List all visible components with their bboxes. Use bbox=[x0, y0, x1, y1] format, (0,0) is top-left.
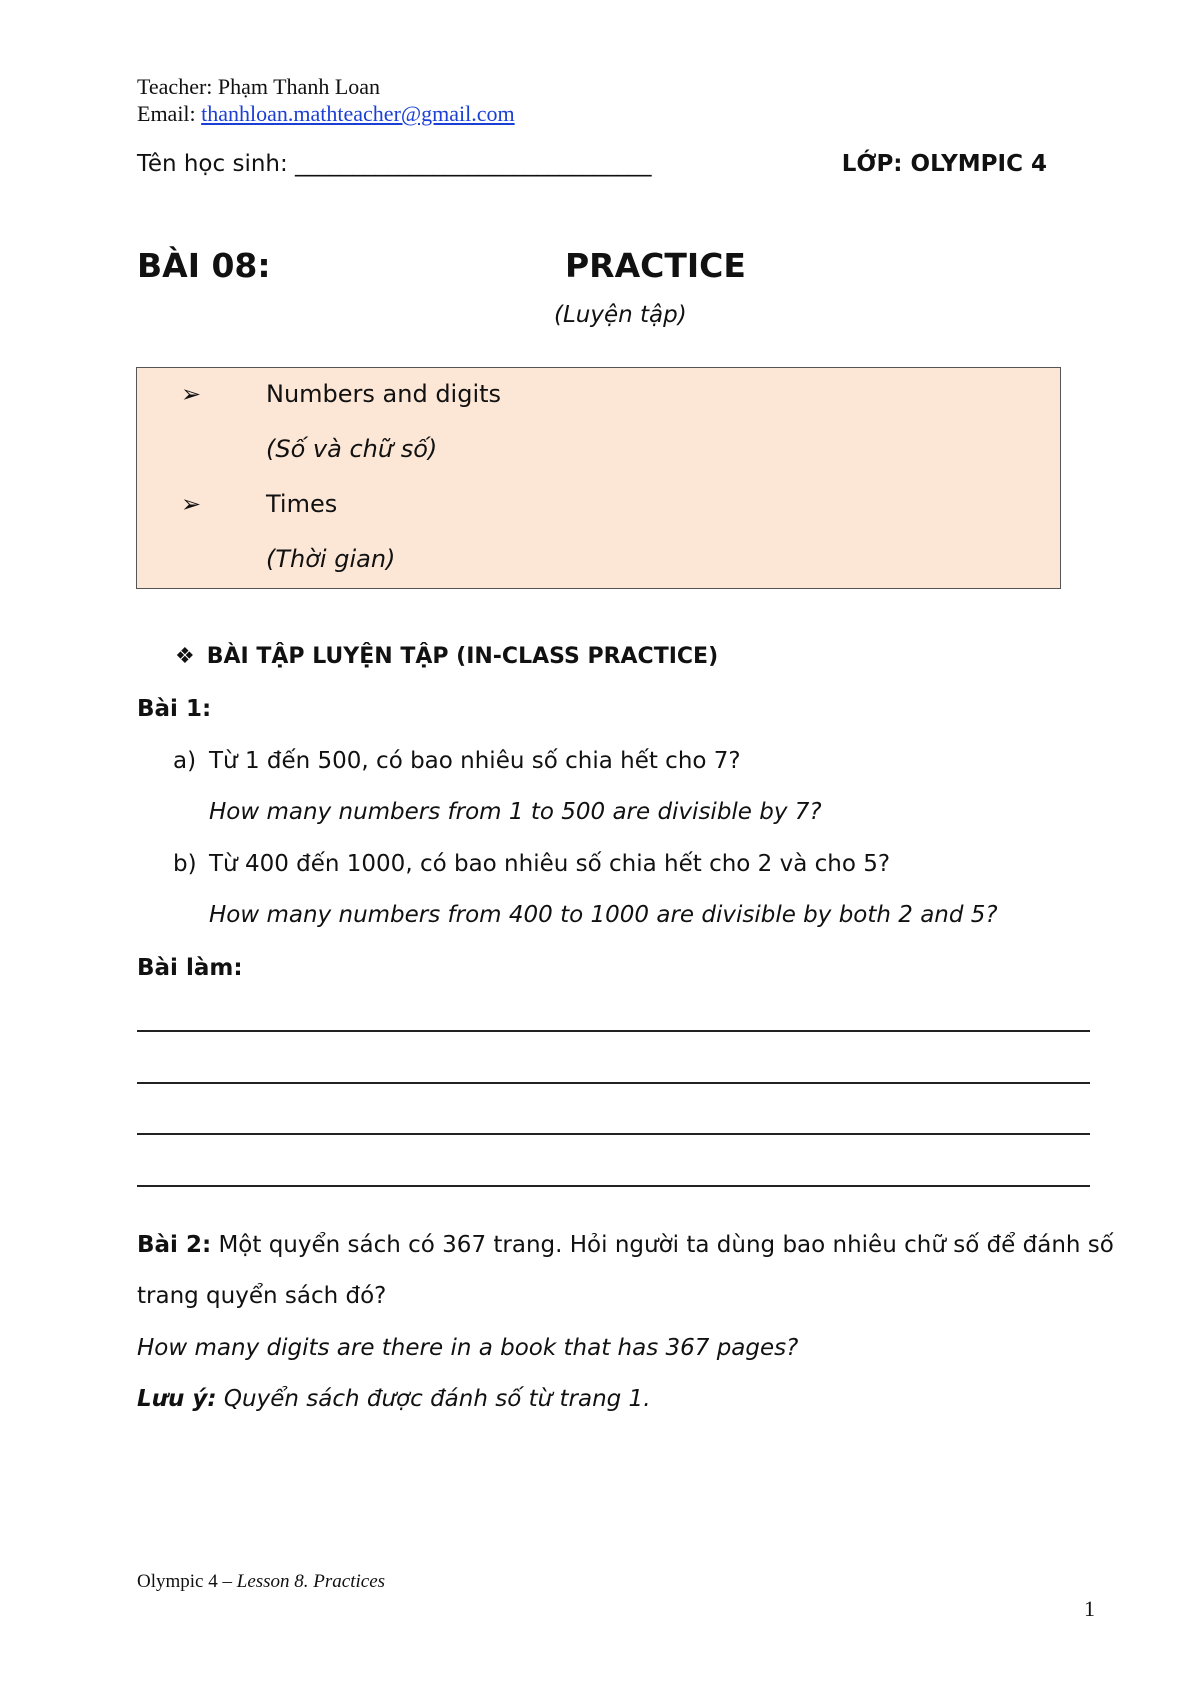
answer-line[interactable] bbox=[137, 1185, 1090, 1187]
topics-box bbox=[136, 367, 1061, 589]
arrow-bullet-icon: ➢ bbox=[181, 490, 202, 518]
topic-numbers-digits-vi: (Số và chữ số) bbox=[266, 435, 438, 463]
email-label: Email: bbox=[137, 101, 202, 126]
exercise-2-text: Một quyển sách có 367 trang. Hỏi người ta dùng bao nhiêu chữ số để đánh số bbox=[211, 1232, 1114, 1258]
work-label: Bài làm: bbox=[137, 955, 243, 981]
section-heading-text: BÀI TẬP LUYỆN TẬP (IN-CLASS PRACTICE) bbox=[206, 644, 719, 669]
question-a-en: How many numbers from 1 to 500 are divisible by 7? bbox=[209, 799, 822, 825]
question-a-vi: Từ 1 đến 500, có bao nhiêu số chia hết cho 7? bbox=[209, 748, 741, 774]
page-number: 1 bbox=[1084, 1596, 1095, 1621]
exercise-1-label: Bài 1: bbox=[137, 696, 212, 722]
answer-line[interactable] bbox=[137, 1030, 1090, 1032]
exercise-2-note bbox=[137, 1386, 651, 1412]
email-row bbox=[137, 101, 515, 127]
lesson-number: BÀI 08: bbox=[137, 246, 271, 285]
question-a bbox=[173, 748, 741, 774]
footer-lesson: Lesson 8. Practices bbox=[236, 1571, 386, 1592]
question-a-letter: a) bbox=[173, 748, 197, 774]
lesson-title: PRACTICE bbox=[565, 246, 746, 285]
topic-times-vi: (Thời gian) bbox=[266, 545, 396, 573]
exercise-2-text-cont: trang quyển sách đó? bbox=[137, 1283, 387, 1309]
exercise-2-label: Bài 2: bbox=[137, 1232, 212, 1258]
topic-numbers-digits: Numbers and digits bbox=[266, 380, 502, 408]
student-name-field bbox=[137, 151, 652, 177]
arrow-bullet-icon: ➢ bbox=[181, 380, 202, 408]
question-b-letter: b) bbox=[173, 851, 197, 877]
note-text: Quyển sách được đánh số từ trang 1. bbox=[216, 1386, 651, 1412]
class-label: LỚP: OLYMPIC 4 bbox=[841, 151, 1047, 177]
question-b-en: How many numbers from 400 to 1000 are divisible by both 2 and 5? bbox=[209, 902, 998, 928]
email-link[interactable]: thanhloan.mathteacher@gmail.com bbox=[201, 101, 515, 126]
exercise-2-en: How many digits are there in a book that has 367 pages? bbox=[137, 1335, 799, 1361]
question-b bbox=[173, 851, 890, 877]
section-heading bbox=[175, 644, 718, 669]
note-label: Lưu ý: bbox=[137, 1386, 217, 1412]
lesson-subtitle: (Luyện tập) bbox=[554, 302, 687, 328]
diamond-bullet-icon: ❖ bbox=[175, 644, 195, 669]
answer-line[interactable] bbox=[137, 1082, 1090, 1084]
footer-course: Olympic 4 – bbox=[137, 1571, 237, 1592]
student-name-blank: _______________________________ bbox=[295, 151, 652, 177]
answer-line[interactable] bbox=[137, 1133, 1090, 1135]
topic-times: Times bbox=[266, 490, 338, 518]
student-name-label: Tên học sinh: bbox=[137, 151, 296, 177]
footer bbox=[137, 1571, 385, 1593]
exercise-2 bbox=[137, 1232, 1114, 1258]
question-b-vi: Từ 400 đến 1000, có bao nhiêu số chia hết cho 2 và cho 5? bbox=[209, 851, 891, 877]
teacher-name: Teacher: Phạm Thanh Loan bbox=[137, 74, 381, 99]
